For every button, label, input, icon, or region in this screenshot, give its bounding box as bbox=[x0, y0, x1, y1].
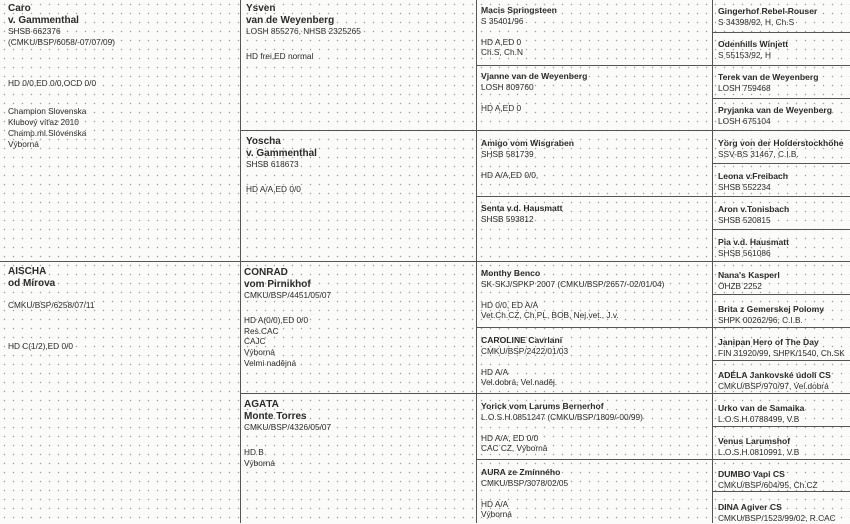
dam-cell bbox=[8, 266, 236, 351]
g3-cell bbox=[481, 335, 709, 388]
g4-reg: L.O.S.H.0810991, V.B bbox=[718, 446, 800, 457]
g3-name: Macis Springsteen bbox=[481, 5, 557, 15]
g4-cell bbox=[718, 403, 850, 425]
g4-cell bbox=[718, 502, 850, 524]
g3-reg: SK-SKJ/SPKP 2007 (CMKU/BSP/2657/-02/01/04) bbox=[481, 278, 665, 289]
g4-name: Aron v.Tonisbach bbox=[718, 204, 790, 214]
g2-reg: CMKU/BSP/4451/05/07 bbox=[244, 290, 332, 300]
sire-title: Výborná bbox=[8, 138, 39, 149]
g3-line: CAC CZ, Výborná bbox=[481, 443, 548, 454]
g2-health: HD frei,ED normal bbox=[246, 50, 314, 61]
sire-title: Champion Slovenska bbox=[8, 106, 87, 117]
g4-name: Leona v.Freibach bbox=[718, 171, 789, 181]
g4-cell bbox=[718, 72, 850, 94]
g3-line: HD 0/0, ED A/A bbox=[481, 299, 539, 310]
g4-cell bbox=[718, 237, 850, 259]
g4-cell bbox=[718, 270, 850, 292]
g3-name: CAROLINE Cavrlani bbox=[481, 335, 563, 345]
g4-reg: CMKU/BSP/604/95, Ch.CZ bbox=[718, 479, 818, 490]
g2-line: CAJC bbox=[244, 336, 266, 347]
g3-reg: SHSB 581739 bbox=[481, 148, 534, 159]
g3-cell bbox=[481, 138, 709, 180]
g2-line: Výborná bbox=[244, 457, 275, 468]
g3-reg: CMKU/BSP/2422/01/03 bbox=[481, 345, 569, 356]
g4-cell bbox=[718, 6, 850, 28]
g4-name: DINA Agiver CS bbox=[718, 502, 782, 512]
g4-name: DUMBO Vapi CS bbox=[718, 469, 785, 479]
g3-reg: L.O.S.H.0851247 (CMKU/BSP/1809/-00/99) bbox=[481, 411, 643, 422]
g3-cell bbox=[481, 467, 709, 520]
g4-cell bbox=[718, 337, 850, 359]
g3-name: Amigo vom Wisgraben bbox=[481, 138, 575, 148]
g3-reg: LOSH 809760 bbox=[481, 81, 534, 92]
g3-name: Senta v.d. Hausmatt bbox=[481, 203, 563, 213]
g4-reg: LOSH 759468 bbox=[718, 82, 771, 93]
g3-cell bbox=[481, 203, 709, 225]
g4-reg: SHPK 00262/96, C.I.B. bbox=[718, 314, 803, 325]
g4-cell bbox=[718, 370, 850, 392]
g3-line: HD A/A,ED 0/0, bbox=[481, 169, 539, 180]
g2-name: Yoscha bbox=[246, 136, 281, 147]
g3-line: Ch.S, Ch.N bbox=[481, 47, 523, 58]
g4-reg: ÖHZB 2252 bbox=[718, 280, 762, 291]
g2-cell bbox=[244, 267, 472, 369]
g4-reg: LOSH 675104 bbox=[718, 115, 771, 126]
g2-name: AGÁTA bbox=[244, 399, 279, 410]
sire-reg: SHSB 662376 bbox=[8, 26, 61, 36]
g2-reg: SHSB 618673 bbox=[246, 159, 299, 169]
g4-name: Odenhills Winjett bbox=[718, 39, 789, 49]
g4-name: Venus Larumshof bbox=[718, 436, 791, 446]
g3-name: AURA ze Zmínného bbox=[481, 467, 561, 477]
g4-cell bbox=[718, 105, 850, 127]
g2-line: HD A(0/0),ED 0/0 bbox=[244, 314, 309, 325]
g3-line: Vet.Ch.CZ, Ch.PL, BOB, Nej.vet., J.v. bbox=[481, 310, 619, 321]
g4-cell bbox=[718, 469, 850, 491]
sire-title: Klubový víťaz 2010 bbox=[8, 117, 79, 128]
g3-line: Vel.dobrá, Vel.naděj. bbox=[481, 377, 558, 388]
g4-name: Yörg von der Holderstockhöhe bbox=[718, 138, 844, 148]
g4-name: Pryjanka van de Weyenberg bbox=[718, 105, 832, 115]
g2-kennel: vom Pirnikhof bbox=[244, 278, 311, 290]
g3-name: Yorick vom Larums Bernerhof bbox=[481, 401, 604, 411]
dam-kennel: od Mírova bbox=[8, 277, 56, 289]
g2-name: CONRAD bbox=[244, 267, 288, 278]
g3-reg: S 35401/96 bbox=[481, 15, 524, 26]
g4-name: Terek van de Weyenberg bbox=[718, 72, 819, 82]
g4-cell bbox=[718, 304, 850, 326]
g4-reg: FIN 31920/99, SHPK/1540, Ch.SK bbox=[718, 347, 845, 358]
g4-name: ADÉLA Jankovské údolí CS bbox=[718, 370, 831, 380]
sire-reg2: (CMKU/BSP/6058/-07/07/09) bbox=[8, 36, 115, 47]
g4-reg: SHSB 561086 bbox=[718, 247, 771, 258]
g3-line: HD A/A bbox=[481, 498, 509, 509]
g3-cell bbox=[481, 71, 709, 113]
g4-name: Gingerhof Rebel-Rouser bbox=[718, 6, 818, 16]
g4-reg: CMKU/BSP/970/97, Vel.dobrá bbox=[718, 380, 829, 391]
dam-health: HD C(1/2),ED 0/0 bbox=[8, 340, 74, 351]
g4-cell bbox=[718, 138, 850, 160]
g3-line: HD A/A bbox=[481, 366, 509, 377]
sire-title: Champ.ml.Slovenska bbox=[8, 127, 87, 138]
g4-name: Urko van de Samaika bbox=[718, 403, 805, 413]
g2-cell bbox=[246, 136, 472, 195]
g2-line: Velmi nadějná bbox=[244, 357, 297, 368]
g4-name: Brita z Gemerskej Polomy bbox=[718, 304, 825, 314]
g3-line: HD A/A, ED 0/0 bbox=[481, 432, 539, 443]
g4-name: Pia v.d. Hausmatt bbox=[718, 237, 789, 247]
g4-reg: S 55153/92, H bbox=[718, 49, 772, 60]
g4-reg: S 34398/92, H, Ch.S bbox=[718, 16, 795, 27]
g4-cell bbox=[718, 436, 850, 458]
g2-line: Res.CAC bbox=[244, 325, 279, 336]
g3-line: HD A,ED 0 bbox=[481, 102, 522, 113]
sire-name: Caro bbox=[8, 3, 31, 14]
g2-health: HD A/A,ED 0/0 bbox=[246, 183, 301, 194]
g2-reg: CMKU/BSP/4326/05/07 bbox=[244, 422, 332, 432]
g4-reg: SHSB 520815 bbox=[718, 214, 771, 225]
g3-name: Monthy Benco bbox=[481, 268, 541, 278]
g2-name: Ysven bbox=[246, 3, 276, 14]
g4-cell bbox=[718, 171, 850, 193]
g4-reg: SHSB 552234 bbox=[718, 181, 771, 192]
dam-name: AISCHA bbox=[8, 266, 47, 277]
g3-line: HD A,ED 0 bbox=[481, 36, 522, 47]
sire-cell bbox=[8, 3, 236, 150]
g3-reg: CMKU/BSP/3078/02/05 bbox=[481, 477, 569, 488]
g3-cell bbox=[481, 268, 711, 321]
g3-line: Výborná bbox=[481, 509, 512, 520]
g2-kennel: van de Weyenberg bbox=[246, 14, 335, 26]
g2-cell bbox=[246, 3, 472, 62]
g3-cell bbox=[481, 401, 711, 454]
g2-kennel: v. Gammenthal bbox=[246, 147, 317, 159]
g2-cell bbox=[244, 399, 472, 468]
g4-reg: L.O.S.H.0788499, V.B bbox=[718, 413, 800, 424]
g4-name: Nana's Kasperl bbox=[718, 270, 780, 280]
g2-kennel: Monte Torres bbox=[244, 410, 307, 422]
g2-reg: LOSH 855276, NHSB 2325265 bbox=[246, 26, 361, 36]
g3-name: Vjanne van de Weyenberg bbox=[481, 71, 588, 81]
g2-line: Výborná bbox=[244, 347, 275, 358]
sire-health: HD 0/0,ED 0/0,OCD 0/0 bbox=[8, 77, 97, 88]
g4-reg: CMKU/BSP/1523/99/02, R.CAC bbox=[718, 512, 836, 523]
g4-reg: SSV-BS 31467, C.I.B. bbox=[718, 148, 799, 159]
g4-cell bbox=[718, 204, 850, 226]
g3-reg: SHSB 593812 bbox=[481, 213, 534, 224]
dam-reg: CMKU/BSP/6258/07/11 bbox=[8, 299, 95, 310]
g4-name: Janipan Hero of The Day bbox=[718, 337, 819, 347]
g4-cell bbox=[718, 39, 850, 61]
g3-cell bbox=[481, 5, 709, 58]
sire-kennel: v. Gammenthal bbox=[8, 14, 79, 26]
g2-line: HD B bbox=[244, 446, 264, 457]
